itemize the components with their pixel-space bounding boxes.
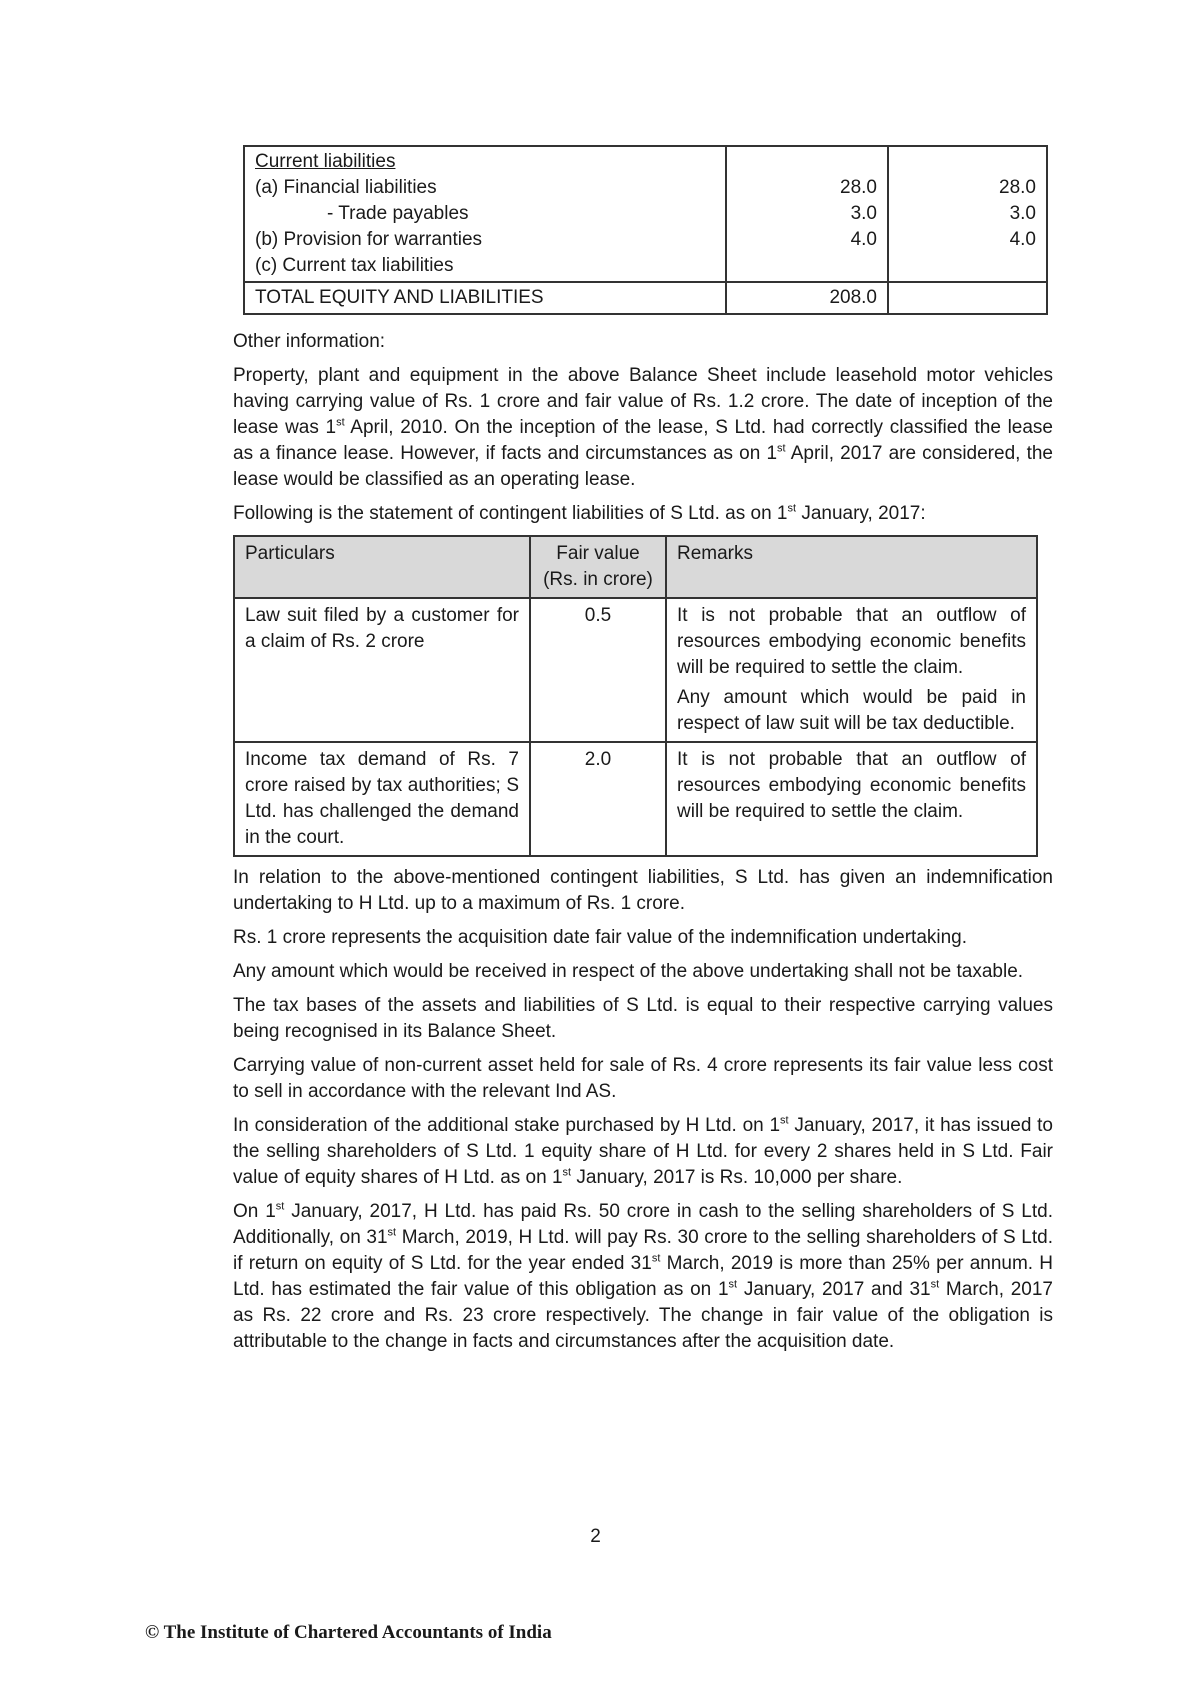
text-run: January, 2017, H Ltd. has paid Rs. 50 crore in cash to the selling shareholders of S Ltd. Additionally, on 31 (233, 1201, 1053, 1248)
ordinal-suffix: st (787, 502, 797, 515)
text-run: January, 2017 and 31 (737, 1279, 931, 1300)
ordinal-suffix: st (777, 442, 786, 455)
remark-line: Any amount which would be paid in respect of law suit will be tax deductible. (677, 687, 1026, 734)
row-value: 28.0 (999, 177, 1036, 198)
section-heading: Current liabilities (255, 151, 396, 172)
lease-paragraph (233, 363, 1053, 493)
ordinal-suffix: st (275, 1200, 285, 1213)
text-run: March, 2017 as Rs. 22 crore and Rs. 23 crore respectively. The change in fair value of the obligation is attributable to the change in facts and circumstances after the acquisition date. (233, 1279, 1053, 1352)
footer-copyright: © The Institute of Chartered Accountants of India (145, 1622, 552, 1643)
table-row (234, 598, 1037, 742)
remark-line: It is not probable that an outflow of resources embodying economic benefits will be required to settle the claim. (677, 605, 1026, 678)
contingent-intro (233, 501, 1053, 527)
consideration-paragraph (233, 1113, 1053, 1191)
row-label: - Trade payables (327, 203, 469, 224)
text-run: January, 2017 is Rs. 10,000 per share. (571, 1167, 903, 1188)
ordinal-suffix: st (336, 416, 345, 429)
total-value-col1: 208.0 (726, 282, 888, 314)
remarks-cell (666, 598, 1037, 742)
fair-value-cell: 2.0 (530, 742, 666, 856)
page-content (233, 145, 1053, 1363)
particulars-cell: Income tax demand of Rs. 7 crore raised by tax authorities; S Ltd. has challenged the demand in the court. (234, 742, 530, 856)
page-number: 2 (590, 1526, 601, 1547)
ordinal-suffix: st (930, 1278, 940, 1291)
text-run: On 1 (233, 1201, 276, 1222)
total-value-col2 (888, 282, 1047, 314)
header-line: Fair value (556, 543, 640, 564)
text-run: April, 2017 are considered, the lease would be classified as an operating lease. (233, 443, 1053, 490)
ordinal-suffix: st (728, 1278, 738, 1291)
held-for-sale-paragraph: Carrying value of non-current asset held for sale of Rs. 4 crore represents its fair value less cost to sell in accordance with the relevant Ind AS. (233, 1055, 1053, 1102)
row-value: 3.0 (1009, 203, 1036, 224)
table-row (234, 742, 1037, 856)
balance-sheet-body-row (244, 146, 1047, 282)
ordinal-suffix: st (387, 1226, 397, 1239)
text-run: March, 2019, H Ltd. will pay Rs. 30 crore to the selling shareholders of S Ltd. if return on equity of S Ltd. for the year ended 31 (233, 1227, 1053, 1274)
indemnification-paragraph: In relation to the above-mentioned contingent liabilities, S Ltd. has given an indemnification undertaking to H Ltd. up to a maximum of Rs. 1 crore. (233, 867, 1053, 914)
total-label: TOTAL EQUITY AND LIABILITIES (244, 282, 726, 314)
not-taxable-paragraph: Any amount which would be received in respect of the above undertaking shall not be taxable. (233, 961, 1024, 982)
balance-sheet-table (243, 145, 1048, 315)
text-run: In consideration of the additional stake purchased by H Ltd. on 1 (233, 1115, 781, 1136)
fair-value-cell: 0.5 (530, 598, 666, 742)
row-label: (a) Financial liabilities (255, 177, 437, 198)
other-info-heading: Other information: (233, 331, 386, 352)
remarks-cell (666, 742, 1037, 856)
row-value (899, 253, 1036, 279)
row-value: 4.0 (1009, 229, 1036, 250)
row-value (737, 149, 877, 175)
header-remarks: Remarks (666, 536, 1037, 598)
text-run: January, 2017: (796, 503, 926, 524)
row-value: 28.0 (840, 177, 877, 198)
row-label: (b) Provision for warranties (255, 229, 483, 250)
text-run: April, 2010. On the inception of the lease, S Ltd. had correctly classified the lease as a finance lease. However, if facts and circumstances as on 1 (233, 417, 1053, 464)
row-value (737, 253, 877, 279)
row-value: 4.0 (850, 229, 877, 250)
undertaking-fair-value-paragraph: Rs. 1 crore represents the acquisition date fair value of the indemnification undertaking. (233, 927, 968, 948)
contingent-liabilities-table (233, 535, 1038, 857)
header-particulars: Particulars (234, 536, 530, 598)
table-header-row (234, 536, 1037, 598)
value-cell-col2 (888, 146, 1047, 282)
remark-line: It is not probable that an outflow of resources embodying economic benefits will be required to settle the claim. (677, 749, 1026, 822)
ordinal-suffix: st (651, 1252, 661, 1265)
header-line: (Rs. in crore) (543, 569, 653, 590)
text-run: March, 2019 is more than 25% per annum. H Ltd. has estimated the fair value of this obligation as on 1 (233, 1253, 1054, 1300)
particulars-cell: Law suit filed by a customer for a claim of Rs. 2 crore (234, 598, 530, 742)
tax-bases-paragraph: The tax bases of the assets and liabilities of S Ltd. is equal to their respective carrying values being recognised in its Balance Sheet. (233, 995, 1053, 1042)
header-fair-value (530, 536, 666, 598)
ordinal-suffix: st (562, 1166, 572, 1179)
text-run: Property, plant and equipment in the above Balance Sheet include leasehold motor vehicles having carrying value of Rs. 1 crore and fair value of Rs. 1.2 crore. The date of inception of the lease was 1 (233, 365, 1053, 438)
row-label: (c) Current tax liabilities (255, 255, 454, 276)
value-cell-col1 (726, 146, 888, 282)
text-run: Following is the statement of contingent liabilities of S Ltd. as on 1 (233, 503, 788, 524)
row-value (899, 149, 1036, 175)
label-cell (244, 146, 726, 282)
total-row (244, 282, 1047, 314)
ordinal-suffix: st (780, 1114, 789, 1127)
row-value: 3.0 (850, 203, 877, 224)
cash-consideration-paragraph (233, 1199, 1053, 1355)
text-run: January, 2017, it has issued to the selling shareholders of S Ltd. 1 equity share of H Ltd. for every 2 shares held in S Ltd. Fair value of equity shares of H Ltd. as on 1 (233, 1115, 1053, 1188)
